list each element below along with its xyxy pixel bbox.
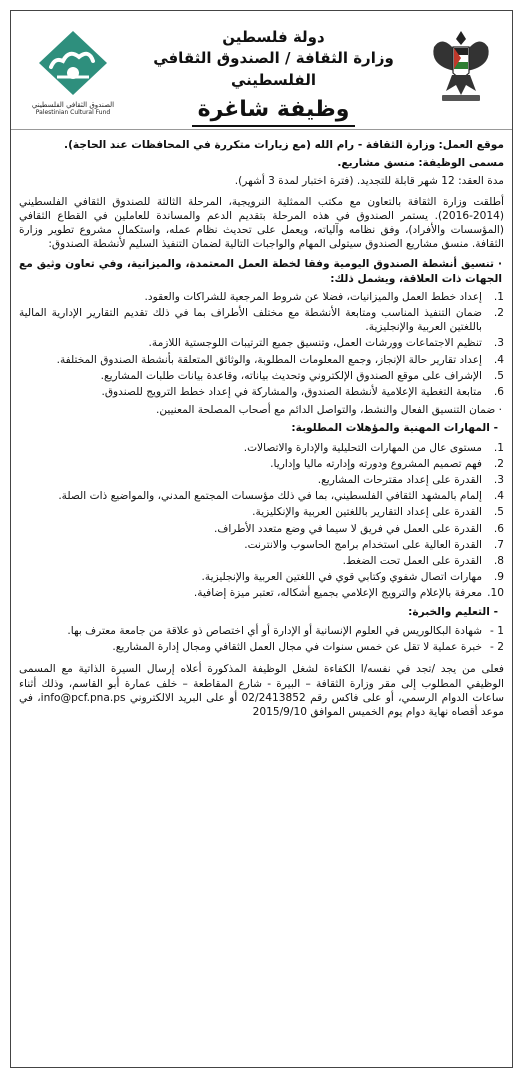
coordination-bullet: · ضمان التنسيق الفعال والنشط، والتواصل الدائم مع أصحاب المصلحة المعنيين. <box>155 404 502 417</box>
job-announcement <box>10 10 513 1068</box>
country-name: دولة فلسطين <box>222 28 325 46</box>
list-item: 6. متابعة التغطية الإعلامية لأنشطة الصندوق، والمشاركة في إعداد خطط الترويج للصندوق. <box>101 386 504 399</box>
palestine-eagle-emblem-icon <box>428 25 494 105</box>
list-item: 3. تنظيم الاجتماعات وورشات العمل، وتنسيق جميع الترتيبات اللوجستية اللازمة. <box>148 337 504 350</box>
education-list <box>19 624 504 654</box>
list-item: 1. مستوى عال من المهارات التحليلية والإدارة والاتصالات. <box>243 441 504 454</box>
list-item: 5. الإشراف على موقع الصندوق الإلكتروني وتحديث بياناته، وقاعدة بيانات طلبات المشاريع. <box>100 369 504 382</box>
closing-text-3: ، في موعد أقصاه نهاية دوام يوم الخميس الموافق <box>19 691 504 718</box>
tasks-bullet: · تنسيق أنشطة الصندوق اليومية وفقا لخطة العمل المعتمدة، والميزانية، وفي تعاون وثيق مع الجهات ذات العلاقة، ويشمل ذلك: <box>19 258 502 285</box>
email-link[interactable]: info@pcf.pna.ps <box>40 691 126 704</box>
list-item: 2 - خبرة عملية لا تقل عن خمس سنوات في مجال العمل الثقافي ومجال إدارة المشاريع. <box>112 641 504 654</box>
list-item: 6. القدرة على العمل في فريق لا سيما في وضع متعدد الأطراف. <box>213 522 504 535</box>
list-item: 5. القدرة على إعداد التقارير باللغتين العربية والإنكليزية. <box>252 506 504 519</box>
work-location <box>19 138 504 152</box>
skills-heading: - المهارات المهنية والمؤهلات المطلوبة: <box>291 422 498 435</box>
list-item: 1 - شهادة البكالوريس في العلوم الإنسانية أو الإدارة أو أي اختصاص ذو علاقة من جامعة معترف بها. <box>67 624 504 637</box>
contract-duration-value: 12 شهر قابلة للتجديد. (فترة اختبار لمدة 3 أشهر). <box>234 175 455 188</box>
deadline-date: 2015/9/10 <box>252 705 307 718</box>
list-item: 4. إعداد تقارير حالة الإنجاز، وجمع المعلومات المطلوبة، والوثائق المتعلقة بأنشطة الصندوق المختلفة. <box>56 353 504 366</box>
tasks-list <box>19 290 504 399</box>
list-item: 8. القدرة على العمل تحت الضغط. <box>342 555 504 568</box>
job-title-label: مسمى الوظيفة: <box>418 157 504 170</box>
education-heading: - التعليم والخبرة: <box>408 605 498 618</box>
pcf-logo-mark-icon <box>33 27 113 97</box>
list-item: 3. القدرة على إعداد مقترحات المشاريع. <box>317 474 504 487</box>
list-item: 9. مهارات اتصال شفوي وكتابي قوي في اللغتين العربية والإنجليزية. <box>201 571 504 584</box>
header <box>11 11 512 130</box>
list-item: 4. إلمام بالمشهد الثقافي الفلسطيني، بما في ذلك مؤسسات المجتمع المدني، والمواضيع ذات الصلة. <box>58 490 504 503</box>
list-item: 1. إعداد خطط العمل والميزانيات، فضلا عن شروط المرجعية للشراكات والعقود. <box>144 290 504 303</box>
job-title-value: منسق مشاريع. <box>337 157 415 170</box>
logo-caption-english: Palestinian Cultural Fund <box>35 109 111 116</box>
closing-text-1: فعلى من يجد /تجد في نفسه/ا الكفاءة لشغل الوظيفة المذكورة أعلاه إرسال السيرة الذاتية مع المسمى الوظيفي المطلوب إلى مقر وزارة الثقافة – البيرة - شارع المقاطعة – خلف عمارة أبو القاسم، وذلك أثناء ساعات الدوام الرسمي، أو على فاكس رقم <box>19 663 504 704</box>
skills-list <box>19 441 504 601</box>
list-item: 10. معرفة بالإعلام والترويج الإعلامي بجميع أشكاله، تعتبر ميزة إضافية. <box>193 587 504 600</box>
closing-text-2: أو على البريد الالكتروني <box>129 691 238 704</box>
list-item: 2. فهم تصميم المشروع ودورته وإدارته ماليا وإداريا. <box>270 457 504 470</box>
job-title <box>19 156 504 170</box>
logo-caption-arabic: الصندوق الثقافي الفلسطيني <box>31 101 115 109</box>
announcement-title: وظيفة شاغرة <box>192 95 356 127</box>
intro-paragraph: أطلقت وزارة الثقافة بالتعاون مع مكتب الممثلية النرويجية، المرحلة الثالثة للصندوق الثقافي الفلسطيني (2014-2016). يستمر الصندوق في هذه المرحلة بتقديم الدعم والمساندة للعاملين في القطاع الثقافي (المؤسسات والأفراد)، وفق نظامه وآلياته، ويعمل على تحديث نظام عمله، واستكمال مشروع تطوير وزارة الثقافة. منسق مشاريع الصندوق سيتولى المهام والواجبات التالية لضمان التنفيذ السليم لأنشطة الصندوق: <box>19 195 504 251</box>
pcf-logo <box>23 27 123 122</box>
work-location-value: وزارة الثقافة - رام الله (مع زيارات متكررة في المحافظات عند الحاجة). <box>64 139 436 151</box>
list-item: 2. ضمان التنفيذ المناسب ومتابعة الأنشطة مع مختلف الأطراف بما في ذلك تقديم التقارير الإدارية المالية باللغتين العربية والإنجليزية. <box>19 307 504 334</box>
ministry-name: وزارة الثقافة / الصندوق الثقافي الفلسطيني <box>153 49 394 89</box>
closing-paragraph <box>19 662 504 719</box>
work-location-label: موقع العمل: <box>438 139 504 151</box>
announcement-body <box>11 130 512 719</box>
list-item: 7. القدرة العالية على استخدام برامج الحاسوب والانترنت. <box>244 538 504 551</box>
contract-duration-label: مدة العقد: <box>458 175 504 188</box>
fax-number: 02/2413852 <box>241 691 306 704</box>
contract-duration <box>19 174 504 188</box>
